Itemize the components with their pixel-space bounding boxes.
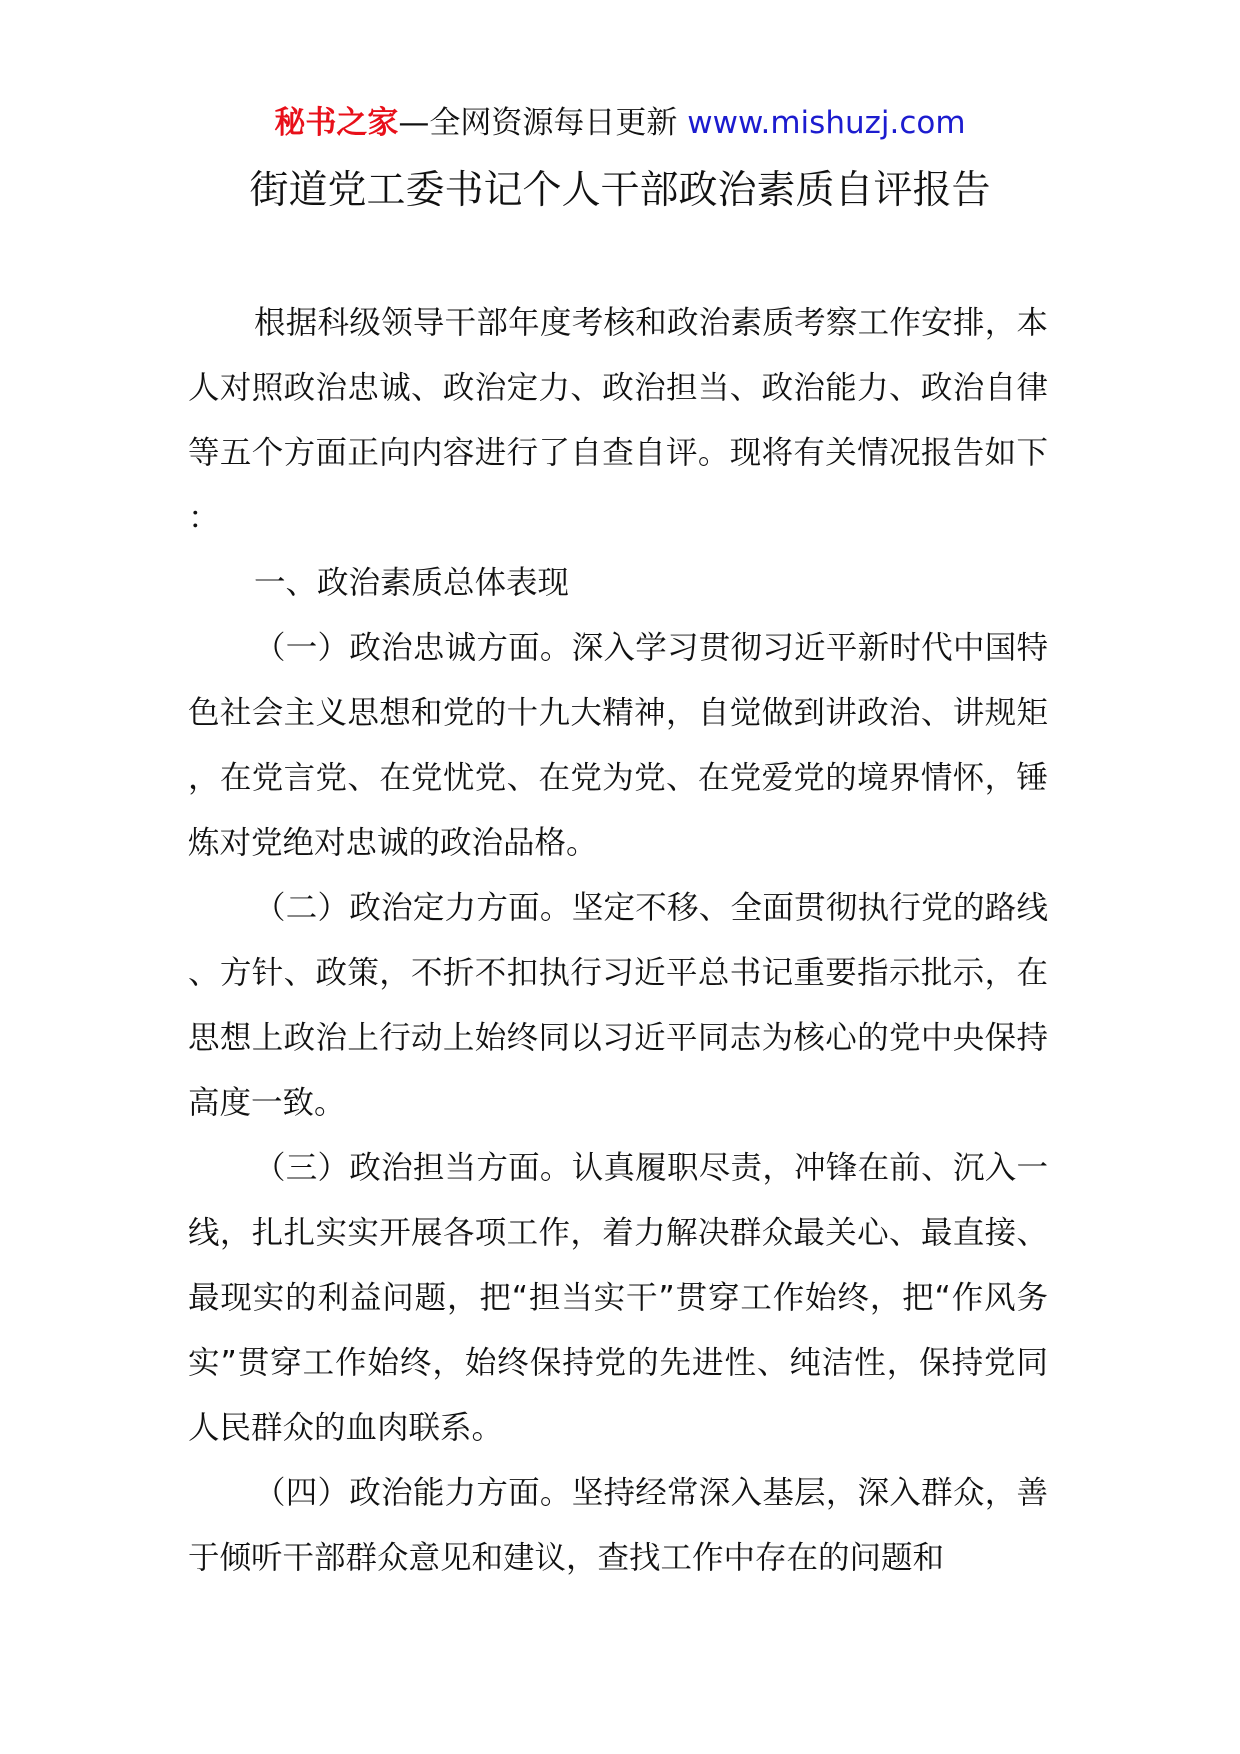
section-heading-1: 一、政治素质总体表现 <box>254 565 570 601</box>
paragraph-intro: 根据科级领导干部年度考核和政治素质考察工作安排，本人对照政治忠诚、政治定力、政治担当、政治能力、政治自律等五个方面正向内容进行了自查自评。现将有关情况报告如下： <box>188 305 1048 536</box>
site-brand: 秘书之家 <box>274 105 399 141</box>
paragraph-political-resolve: （二）政治定力方面。坚定不移、全面贯彻执行党的路线、方针、政策，不折不扣执行习近平总书记重要指示批示，在思想上政治上行动上始终同以习近平同志为核心的党中央保持高度一致。 <box>188 890 1048 1121</box>
document-body <box>188 291 1048 1591</box>
document-title: 街道党工委书记个人干部政治素质自评报告 <box>249 168 991 213</box>
site-header <box>0 100 1240 146</box>
site-url-link[interactable]: www.mishuzj.com <box>687 105 966 141</box>
paragraph-political-ability: （四）政治能力方面。坚持经常深入基层，深入群众，善于倾听干部群众意见和建议，查找工作中存在的问题和 <box>188 1475 1048 1576</box>
paragraph-political-loyalty: （一）政治忠诚方面。深入学习贯彻习近平新时代中国特色社会主义思想和党的十九大精神，自觉做到讲政治、讲规矩，在党言党、在党忧党、在党为党、在党爱党的境界情怀，锤炼对党绝对忠诚的政治品格。 <box>188 630 1048 861</box>
paragraph-political-responsibility: （三）政治担当方面。认真履职尽责，冲锋在前、沉入一线，扎扎实实开展各项工作，着力解决群众最关心、最直接、最现实的利益问题，把“担当实干”贯穿工作始终，把“作风务实”贯穿工作始终，始终保持党的先进性、纯洁性，保持党同人民群众的血肉联系。 <box>188 1150 1048 1446</box>
site-tagline: —全网资源每日更新 <box>398 105 678 141</box>
